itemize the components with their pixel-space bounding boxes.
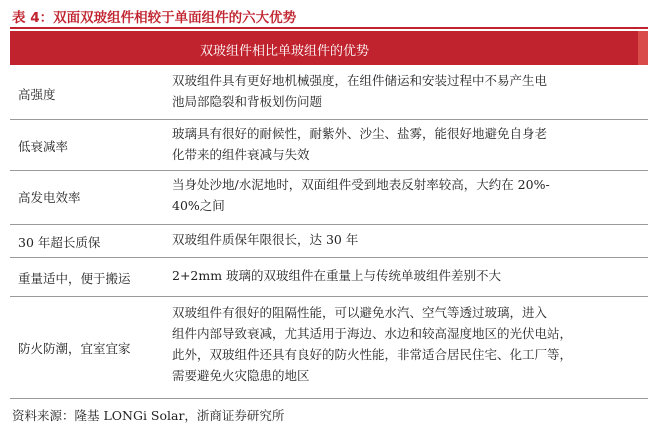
description-line: 此外，双玻组件还具有良好的防火性能，非常适合居民住宅、化工厂等，: [172, 347, 573, 362]
table-header: [10, 31, 638, 65]
row-description: [172, 229, 636, 250]
row-description: [172, 70, 636, 112]
description-line: 2+2mm 玻璃的双玻组件在重量上与传统单玻组件差别不大: [172, 268, 502, 283]
row-description: [172, 174, 636, 216]
table-row: [10, 225, 648, 258]
description-line: 双玻组件具有更好地机械强度，在组件储运和安装过程中不易产生电: [172, 73, 548, 88]
table-row: [10, 65, 648, 120]
description-line: 双玻组件有很好的阻隔性能，可以避免水汽、空气等透过玻璃，进入: [172, 305, 548, 320]
row-label: 低衰减率: [18, 139, 69, 154]
row-description: [172, 265, 636, 286]
description-line: 组件内部导致衰减，尤其适用于海边、水边和较高湿度地区的光伏电站，: [172, 326, 573, 341]
table-row: [10, 297, 648, 399]
description-line: 当身处沙地/水泥地时，双面组件受到地表反射率较高，大约在 20%-: [172, 177, 550, 192]
description-line: 40%之间: [172, 198, 225, 213]
description-line: 池局部隐裂和背板划伤问题: [172, 94, 323, 109]
row-label: 30 年超长质保: [18, 235, 101, 250]
description-line: 化带来的组件衰减与失效: [172, 147, 310, 162]
table-title: 表 4：双面双玻组件相较于单面组件的六大优势: [12, 10, 297, 26]
row-label: 高发电效率: [18, 190, 81, 205]
source-note: 资料来源：隆基 LONGi Solar，浙商证券研究所: [12, 408, 285, 423]
description-line: 双玻组件质保年限很长，达 30 年: [172, 232, 359, 247]
table-row: [10, 258, 648, 297]
header-accent: [638, 31, 648, 65]
table-row: [10, 120, 648, 171]
row-label: 防火防潮，宜室宜家: [18, 341, 131, 356]
row-label: 高强度: [18, 87, 56, 102]
row-description: [172, 123, 636, 165]
row-label: 重量适中，便于搬运: [18, 271, 131, 286]
top-rule: [10, 27, 648, 29]
header-label: 双玻组件相比单玻组件的优势: [200, 44, 370, 59]
row-description: [172, 302, 636, 386]
description-line: 玻璃具有很好的耐候性，耐紫外、沙尘、盐雾，能很好地避免自身老: [172, 126, 548, 141]
table-row: [10, 171, 648, 225]
description-line: 需要避免火灾隐患的地区: [172, 368, 310, 383]
